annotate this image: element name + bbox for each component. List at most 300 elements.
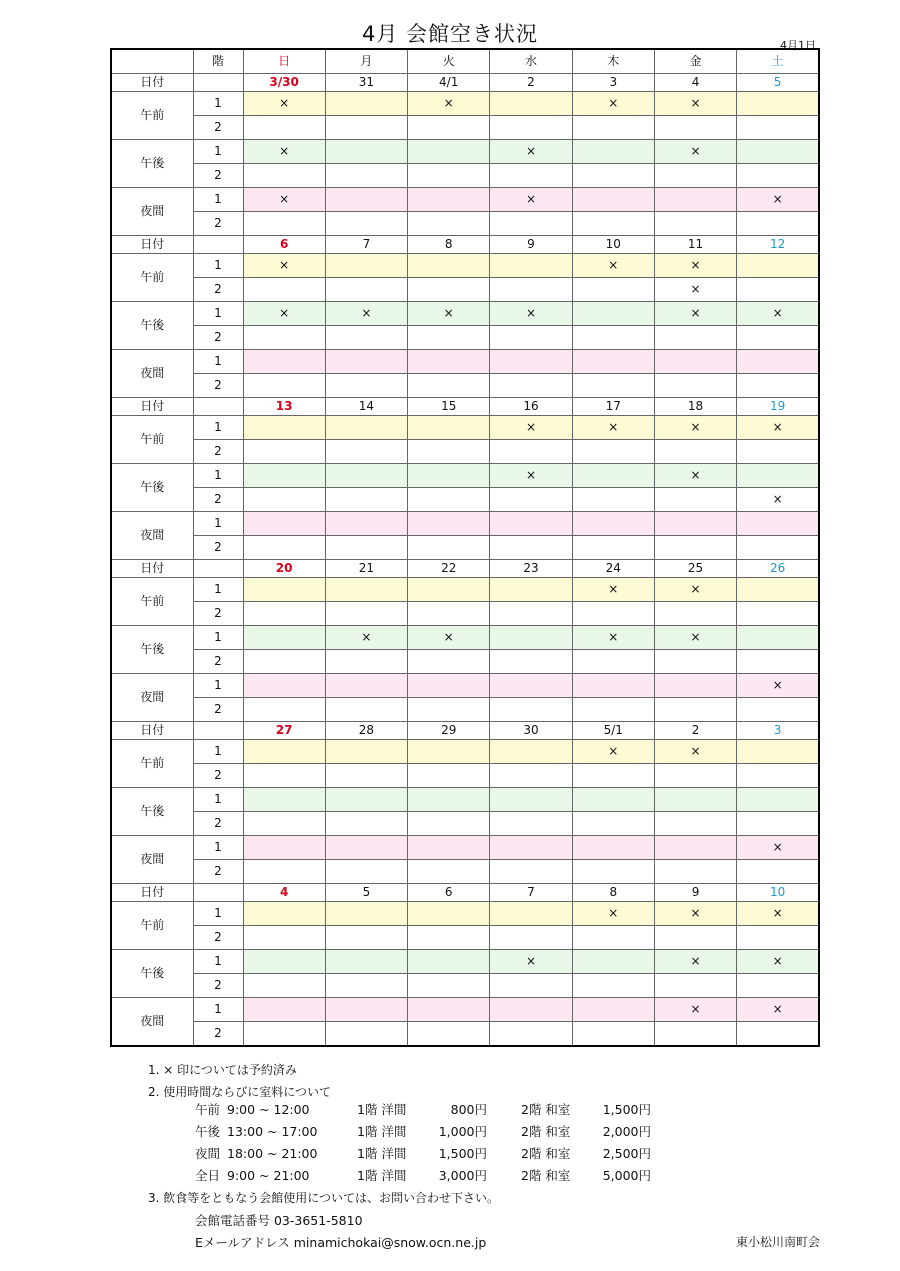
availability-cell [737,602,819,626]
organization-name: 東小松川南町会 [735,1235,820,1249]
availability-cell [737,860,819,884]
availability-cell [243,812,325,836]
date-cell-thu: 10 [572,236,654,254]
date-cell-wed: 23 [490,560,572,578]
availability-cell: × [572,254,654,278]
availability-cell [408,416,490,440]
availability-cell [325,926,407,950]
floor-label: 1 [193,740,243,764]
floor-label: 1 [193,512,243,536]
floor-label: 2 [193,278,243,302]
availability-cell [490,350,572,374]
availability-cell: × [572,740,654,764]
availability-cell [490,116,572,140]
floor-label: 2 [193,488,243,512]
availability-cell [654,926,736,950]
date-cell-mon: 31 [325,74,407,92]
slot-row-am-floor2 [111,926,819,950]
availability-cell [572,326,654,350]
fee-row [195,1099,665,1121]
date-row [111,560,819,578]
fee-label: 夜間 [195,1146,221,1161]
availability-cell [325,998,407,1022]
availability-cell [490,578,572,602]
date-cell-sun: 13 [243,398,325,416]
availability-cell [490,740,572,764]
availability-cell [737,92,819,116]
availability-cell: × [243,254,325,278]
availability-cell [408,1022,490,1047]
slot-row-pm-floor1 [111,464,819,488]
availability-cell [243,926,325,950]
availability-cell [325,674,407,698]
availability-cell: × [737,488,819,512]
slot-label: 夜間 [111,350,193,398]
availability-cell: × [572,902,654,926]
availability-cell [243,578,325,602]
availability-cell [325,836,407,860]
availability-cell [325,212,407,236]
slot-row-pm-floor1 [111,140,819,164]
date-cell-fri: 9 [654,884,736,902]
fee-price2: 5,000円 [602,1168,651,1183]
floor-label: 1 [193,254,243,278]
availability-cell [325,698,407,722]
availability-cell [408,764,490,788]
availability-cell [490,212,572,236]
availability-cell [325,416,407,440]
availability-cell [243,416,325,440]
date-label: 日付 [111,74,193,92]
fee-room2: 2階 和室 [521,1102,571,1117]
date-label: 日付 [111,236,193,254]
availability-cell: × [572,92,654,116]
availability-cell [654,440,736,464]
header-floor: 階 [193,49,243,74]
header-day-thu: 木 [572,49,654,74]
availability-cell [490,536,572,560]
floor-label: 2 [193,698,243,722]
availability-cell [737,164,819,188]
availability-cell [737,212,819,236]
availability-cell [408,812,490,836]
availability-cell [243,374,325,398]
floor-label: 2 [193,650,243,674]
date-cell-tue: 8 [408,236,490,254]
availability-cell [572,278,654,302]
slot-label: 午前 [111,578,193,626]
slot-row-am-floor1 [111,254,819,278]
availability-cell [325,440,407,464]
floor-label: 2 [193,1022,243,1047]
availability-cell [737,698,819,722]
floor-label: 1 [193,902,243,926]
availability-cell [654,512,736,536]
availability-cell [654,212,736,236]
fee-row [195,1121,665,1143]
availability-cell [490,998,572,1022]
availability-cell [408,512,490,536]
availability-cell [572,788,654,812]
floor-label: 1 [193,950,243,974]
header-day-sat: 土 [737,49,819,74]
floor-label: 2 [193,812,243,836]
availability-cell [243,650,325,674]
availability-cell [490,512,572,536]
availability-cell: × [490,950,572,974]
availability-cell [408,860,490,884]
availability-cell [408,602,490,626]
slot-row-ev-floor2 [111,212,819,236]
availability-cell [654,788,736,812]
slot-row-ev-floor1 [111,512,819,536]
header-day-wed: 水 [490,49,572,74]
availability-cell [408,836,490,860]
availability-cell [325,464,407,488]
fee-time: 9:00 ~ 21:00 [227,1168,310,1183]
availability-cell [737,578,819,602]
availability-cell: × [243,92,325,116]
availability-cell: × [654,998,736,1022]
date-cell-sun: 20 [243,560,325,578]
date-cell-sun: 27 [243,722,325,740]
slot-label: 午後 [111,788,193,836]
availability-cell [243,350,325,374]
availability-cell [243,674,325,698]
slot-row-pm-floor1 [111,302,819,326]
floor-label: 1 [193,464,243,488]
availability-cell: × [654,902,736,926]
availability-cell [325,650,407,674]
date-cell-fri: 4 [654,74,736,92]
availability-cell [572,1022,654,1047]
slot-row-am-floor1 [111,416,819,440]
floor-label: 1 [193,416,243,440]
date-cell-fri: 18 [654,398,736,416]
slot-label: 午前 [111,92,193,140]
availability-cell [572,302,654,326]
availability-cell: × [490,140,572,164]
availability-cell [572,860,654,884]
floor-label: 1 [193,674,243,698]
fee-time: 9:00 ~ 12:00 [227,1102,310,1117]
availability-cell [654,974,736,998]
availability-cell [490,92,572,116]
notes-2 [148,1187,499,1209]
availability-cell [408,788,490,812]
availability-cell [654,116,736,140]
fee-row [195,1143,665,1165]
availability-cell [572,926,654,950]
slot-row-am-floor2 [111,278,819,302]
availability-cell [572,464,654,488]
fee-room2: 2階 和室 [521,1146,571,1161]
date-label: 日付 [111,398,193,416]
availability-cell [490,440,572,464]
availability-cell [654,860,736,884]
availability-cell [325,578,407,602]
availability-cell: × [572,416,654,440]
availability-cell: × [325,302,407,326]
date-cell-sat: 5 [737,74,819,92]
header-day-fri: 金 [654,49,736,74]
availability-cell [243,974,325,998]
availability-cell [737,512,819,536]
availability-cell [654,188,736,212]
date-row [111,884,819,902]
availability-cell [490,374,572,398]
date-label: 日付 [111,722,193,740]
availability-cell [490,902,572,926]
availability-cell [737,326,819,350]
page-title: 4月 会館空き状況 [361,22,539,46]
availability-cell: × [654,464,736,488]
slot-label: 夜間 [111,836,193,884]
availability-cell [572,602,654,626]
date-cell-sat: 19 [737,398,819,416]
availability-cell [737,464,819,488]
fee-time: 18:00 ~ 21:00 [227,1146,318,1161]
availability-cell [572,374,654,398]
availability-cell [243,488,325,512]
date-row [111,236,819,254]
date-label: 日付 [111,560,193,578]
fee-list [195,1099,665,1187]
availability-cell: × [654,578,736,602]
availability-cell [572,974,654,998]
slot-row-ev-floor1 [111,836,819,860]
floor-label: 1 [193,350,243,374]
availability-cell [654,164,736,188]
date-cell-thu: 24 [572,560,654,578]
fee-price1: 3,000円 [438,1168,487,1183]
date-cell-sun: 4 [243,884,325,902]
date-cell-tue: 4/1 [408,74,490,92]
availability-cell [325,536,407,560]
availability-cell [737,140,819,164]
fee-price2: 2,000円 [602,1124,651,1139]
slot-row-am-floor1 [111,740,819,764]
availability-cell [490,764,572,788]
date-cell-mon: 5 [325,884,407,902]
availability-cell: × [737,188,819,212]
availability-cell [654,488,736,512]
slot-label: 午後 [111,950,193,998]
issue-date: 4月1日 [780,39,816,52]
availability-cell [325,950,407,974]
fee-room2: 2階 和室 [521,1124,571,1139]
slot-label: 午後 [111,464,193,512]
availability-cell [408,488,490,512]
date-cell-wed: 30 [490,722,572,740]
availability-cell [243,626,325,650]
floor-label: 1 [193,626,243,650]
fee-price1: 1,500円 [438,1146,487,1161]
availability-cell [243,164,325,188]
availability-cell [737,974,819,998]
availability-cell [654,374,736,398]
availability-cell [490,974,572,998]
fee-price2: 1,500円 [602,1102,651,1117]
availability-cell: × [490,464,572,488]
slot-label: 夜間 [111,188,193,236]
slot-label: 夜間 [111,512,193,560]
availability-cell: × [572,626,654,650]
availability-cell [325,812,407,836]
slot-row-pm-floor2 [111,974,819,998]
header-day-tue: 火 [408,49,490,74]
availability-cell: × [737,836,819,860]
fee-room1: 1階 洋間 [357,1102,407,1117]
date-cell-mon: 28 [325,722,407,740]
slot-label: 午前 [111,902,193,950]
availability-cell [654,836,736,860]
slot-row-pm-floor1 [111,950,819,974]
slot-row-ev-floor2 [111,374,819,398]
availability-cell [243,950,325,974]
availability-cell [490,602,572,626]
availability-cell [737,350,819,374]
availability-cell: × [408,626,490,650]
fee-room1: 1階 洋間 [357,1124,407,1139]
date-cell-tue: 15 [408,398,490,416]
availability-cell [737,278,819,302]
fee-label: 全日 [195,1168,221,1183]
slot-row-ev-floor2 [111,698,819,722]
availability-cell [325,488,407,512]
availability-cell [243,1022,325,1047]
availability-cell [408,278,490,302]
availability-cell [243,536,325,560]
availability-cell [325,788,407,812]
date-row [111,74,819,92]
availability-cell [654,326,736,350]
availability-cell [408,950,490,974]
date-label: 日付 [111,884,193,902]
floor-label: 2 [193,116,243,140]
fee-price1: 800円 [450,1102,487,1117]
note-1: 1. × 印については予約済み [148,1063,297,1077]
availability-cell [654,812,736,836]
floor-label: 1 [193,140,243,164]
availability-cell: × [737,302,819,326]
slot-row-am-floor1 [111,92,819,116]
date-cell-tue: 29 [408,722,490,740]
availability-cell [572,164,654,188]
availability-cell [737,626,819,650]
availability-cell [243,602,325,626]
slot-row-ev-floor1 [111,674,819,698]
availability-cell [490,674,572,698]
fee-room2: 2階 和室 [521,1168,571,1183]
availability-cell [408,974,490,998]
availability-cell: × [654,740,736,764]
slot-label: 午後 [111,140,193,188]
date-cell-thu: 3 [572,74,654,92]
date-cell-thu: 8 [572,884,654,902]
availability-cell [243,440,325,464]
availability-cell: × [654,92,736,116]
fee-row [195,1165,665,1187]
availability-cell [737,788,819,812]
availability-cell [572,674,654,698]
availability-cell [408,440,490,464]
date-cell-sat: 10 [737,884,819,902]
availability-cell: × [654,950,736,974]
floor-label: 1 [193,188,243,212]
availability-cell [243,464,325,488]
date-cell-sat: 26 [737,560,819,578]
availability-cell: × [243,140,325,164]
floor-label: 1 [193,998,243,1022]
availability-cell [325,350,407,374]
header-day-sun: 日 [243,49,325,74]
availability-cell: × [654,626,736,650]
availability-cell [325,764,407,788]
availability-cell [490,488,572,512]
slot-row-am-floor2 [111,764,819,788]
floor-label: 2 [193,764,243,788]
slot-row-pm-floor1 [111,626,819,650]
availability-cell: × [572,578,654,602]
availability-cell [408,188,490,212]
availability-cell [325,140,407,164]
date-cell-wed: 2 [490,74,572,92]
availability-cell [572,212,654,236]
slot-row-pm-floor2 [111,488,819,512]
availability-cell [737,926,819,950]
availability-cell [325,278,407,302]
availability-cell [572,650,654,674]
availability-cell [243,836,325,860]
availability-cell [408,212,490,236]
date-floor-empty [193,722,243,740]
availability-cell [325,188,407,212]
availability-cell [243,860,325,884]
availability-cell [408,578,490,602]
availability-cell [490,626,572,650]
availability-cell: × [654,302,736,326]
availability-cell [325,740,407,764]
availability-cell [737,374,819,398]
availability-cell [325,1022,407,1047]
availability-cell [325,602,407,626]
availability-cell [572,950,654,974]
availability-cell: × [408,302,490,326]
availability-cell [325,374,407,398]
availability-cell [572,698,654,722]
availability-cell [572,140,654,164]
notes [148,1059,331,1103]
availability-cell [572,764,654,788]
availability-cell [408,164,490,188]
date-cell-wed: 16 [490,398,572,416]
availability-cell: × [654,278,736,302]
availability-cell [737,812,819,836]
floor-label: 2 [193,212,243,236]
availability-cell [654,764,736,788]
floor-label: 2 [193,440,243,464]
availability-cell [490,278,572,302]
availability-cell [325,116,407,140]
availability-cell [490,254,572,278]
floor-label: 1 [193,578,243,602]
date-cell-fri: 2 [654,722,736,740]
availability-cell [325,254,407,278]
contact-email[interactable]: Eメールアドレス minamichokai@snow.ocn.ne.jp [195,1235,487,1250]
slot-row-ev-floor2 [111,1022,819,1047]
slot-label: 夜間 [111,674,193,722]
